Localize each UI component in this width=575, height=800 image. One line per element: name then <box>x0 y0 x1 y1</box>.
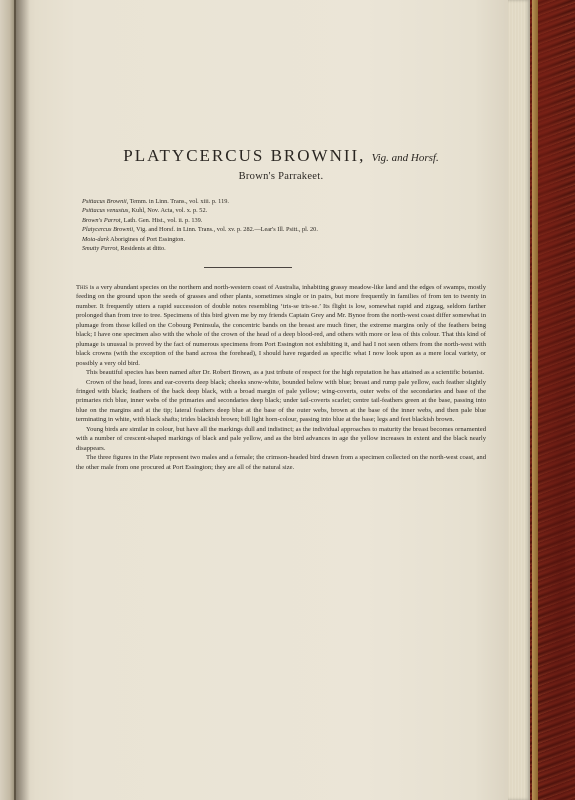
synonym-entry: Psittacus venustus, Kuhl, Nov. Acta, vol. x. p. 52. <box>82 207 208 215</box>
species-authority: Vig. and Horsf. <box>371 152 439 164</box>
synonymy-list <box>82 197 486 253</box>
synonym-entry: Brown's Parrot, Lath. Gen. Hist., vol. ii. p. 139. <box>82 216 203 224</box>
page-title <box>76 146 486 166</box>
binding-gilt-edge <box>532 0 538 800</box>
page-block-edges <box>508 0 530 800</box>
paragraph: This beautiful species has been named after Dr. Robert Brown, as a just tribute of respect for the high reputation he has attained as a scientific botanist. <box>86 369 485 377</box>
description-text <box>76 283 486 472</box>
paragraph: The three figures in the Plate represent two males and a female; the crimson-headed bird drawn from a specimen collected on the north-west coast, and the other male from one procured at Port Essington; they are all of the natural size. <box>76 454 486 471</box>
gutter-shadow <box>14 0 30 800</box>
synonym-entry: Platycercus Brownii, Vig. and Horsf. in Linn. Trans., vol. xv. p. 282.—Lear's Ill. Psitt., pl. 20. <box>82 226 318 234</box>
synonym-entry: Psittacus Brownii, Temm. in Linn. Trans., vol. xiii. p. 119. <box>82 198 229 205</box>
synonym-entry: Smutty Parrot, Residents at ditto. <box>82 245 166 253</box>
paragraph: Young birds are similar in colour, but have all the markings dull and indistinct; as the individual approaches to maturity the breast becomes ornamented with a number of crescent-shaped markings of black and pale yellow, and as the bird advances in age the yellow increases in extent and the black nearly disappears. <box>76 425 486 452</box>
paragraph: This is a very abundant species on the northern and north-western coast of Australia, inhabiting grassy meadow-like land and the edges of swamps, mostly feeding on the ground upon the seeds of grasses and other plants, sometimes single or in pairs, but more frequently in families of from ten to twenty in number. It frequently utters a rapid succession of double notes resembling ‘tris-se tris-se.’ Its flight is low, somewhat rapid and zigzag, seldom farther prolonged than from tree to tree. Specimens of this bird given me by my friends Captain Grey and Mr. Bynoe from the north-west coast differ somewhat in plumage from those killed on the Cobourg Peninsula, the concentric bands on the breast are much finer, the extreme margins only of the feathers being black; I have one specimen also with the whole of the crown of the head of a deep blood-red, and others with more or less of this colour. That this kind of plumage is unusual is proved by the fact of numerous specimens from Port Essington not exhibiting it, and had I not seen others from the north-west with black crowns (with the exception of the band across the forehead), I should have regarded as specific what I now look upon as a mere local variety, or possibly a very old bird. <box>76 284 486 367</box>
common-name: Brown's Parrakeet. <box>238 171 324 182</box>
species-name: PLATYCERCUS BROWNII, <box>123 146 366 165</box>
page-content <box>76 0 486 800</box>
paragraph: Crown of the head, lores and ear-coverts deep black; cheeks snow-white, bounded below with blue; breast and rump pale yellow, each feather slightly fringed with black; feathers of the back deep black, with a broad margin of pale yellow; wing-coverts, outer webs of the secondaries and base of the primaries rich blue, inner webs of the primaries and secondaries deep black; under tail-coverts scarlet; centre tail-feathers green at the base, passing into blue on the margins and at the tip; lateral feathers deep blue at the base of the outer webs, brown at the base of the inner webs, and then pale blue terminating in white, with black shafts; irides blackish brown; bill light horn-colour, passing into blue at the base; legs and feet blackish brown. <box>76 378 486 424</box>
synonym-entry: Moia-dark Aborigines of Port Essington. <box>82 235 186 243</box>
section-divider <box>204 267 292 268</box>
